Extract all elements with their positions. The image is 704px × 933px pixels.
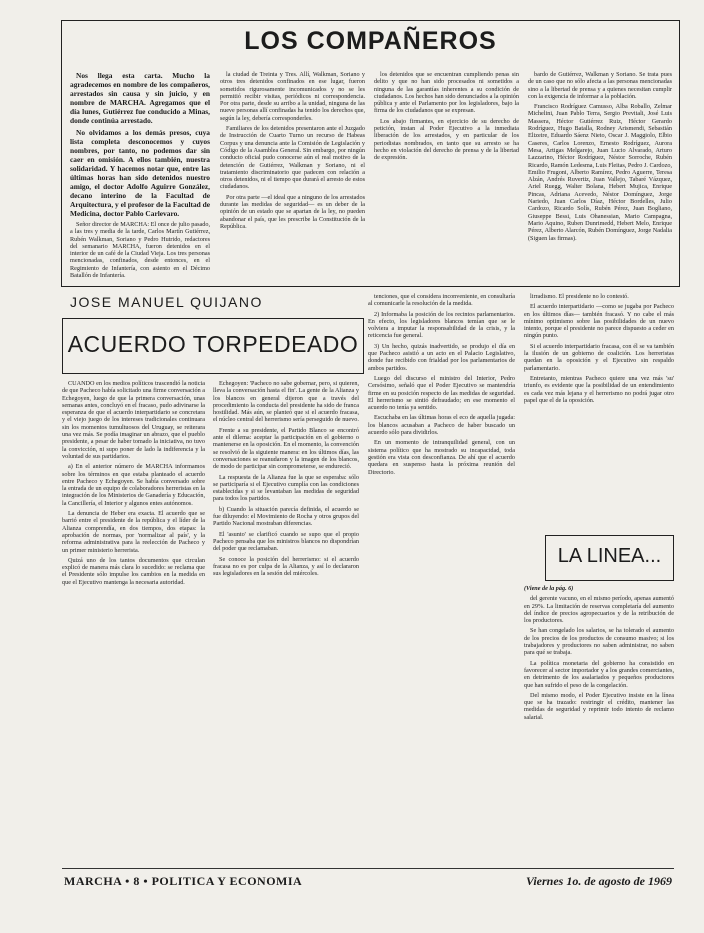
companeros-col-1 — [70, 71, 210, 281]
linea-title: LA LINEA... — [557, 545, 662, 567]
linea-text: Del mismo modo, el Poder Ejecutivo insiste en la línea que se ha trazado: restringir el crédito, mantener las medidas de seguridad y reprimir todo intento de reclamo salarial. — [524, 691, 674, 721]
acuerdo-text: En un momento de intranquilidad general, con un sistema político que ha mostrado su incapacidad, toda gestión era vista con desconfianza. De ahí que el acuerdo quedara en suspenso hasta la próxima reunión del Directorio. — [368, 439, 515, 476]
acuerdo-text: Frente a su presidente, el Partido Blanco se encontró ante el dilema: aceptar la participación en el gobierno o mantenerse en la oposición. En el momento, la convención se resolvió de la siguiente manera: en los últimos días, las conversaciones se reanudaron y la imagen de los blancos, de modo de participar sin comprometerse, se endureció. — [213, 426, 359, 471]
acuerdo-text: tenciones, que el considera inconveniente, en consultaría al comunicarle la resolución de la medida. — [368, 293, 515, 308]
acuerdo-text: CUANDO en los medios políticos trascendió la noticia de que Pacheco había solicitado una firme conversación a Echegoyen, luego de que la primera conversación, unas semanas antes, concluyó en el fracaso, pudo adivinarse la esperanza de que el acuerdo interpartidario se concretara y el viejo juego de los intereses tradicionales continuara sin los momentos tumultuosos del Uruguay, se reiterara una vez más. Se podía imaginar un abrazo, que el pueblo presidente, a pesar de haber tomado la iniciativa, no tuvo la convicción, ni supo poner de lado la indiferencia y la voluntad de sus partidarios. — [62, 380, 205, 460]
acuerdo-text: Echegoyen: 'Pacheco no sabe gobernar, pero, si quieren, lleva la conversación hasta el fin'. La gente de la Alianza y los blancos en general dijeron que a través del procedimiento la conducta del presidente ha sido de franca hostilidad. Más aún, se planteó que si el acuerdo fracasa, el núcleo central del herrerismo sería perseguido de nuevo. — [213, 380, 359, 424]
linea-text: del gerente vacuno, en el mismo período, apenas aumentó en 29%. La limitación de reservas completaría del aumento del índice de precios agropecuarios y de la retribución de los productores. — [524, 595, 674, 625]
acuerdo-col-3 — [368, 293, 515, 858]
acuerdo-text: b) Cuando la situación parecía definida, el acuerdo se fue diluyendo: el Movimiento de Rocha y otros grupos del Partido Nacional mostraban diferencias. — [213, 505, 359, 528]
companeros-col-3 — [374, 71, 519, 281]
acuerdo-col-1 — [62, 380, 205, 858]
companeros-text: Familiares de los detenidos presentaron ante el Juzgado de Instrucción de Cuarto Turno un recurso de Habeas Corpus y una denuncia ante la Comisión de Legislación y Código de la Asamblea General. Sin embargo, por ningún conducto oficial pudo conocerse aún el real motivo de la detención de Gutiérrez, Walkman y Soriano, ni el tratamiento discriminatorio que padecen con relación a otros detenidos, ni el tiempo que durará el arresto de estos ciudadanos. — [220, 125, 365, 191]
companeros-text: bardo de Gutiérrez, Walkman y Soriano. Se trata pues de un caso que no sólo afecta a las personas mencionadas sino a la libertad de prensa y a quienes necesitan cumplir con la exigencia de informar a la población. — [528, 71, 672, 100]
footer-left: MARCHA • 8 • POLITICA Y ECONOMIA — [64, 874, 303, 888]
companeros-text: Nos llega esta carta. Mucho la agradecemos en nombre de los compañeros, arrestados sin causa y sin juicio, y en nombre de MARCHA. Agregamos que el día lunes, Gutiérrez fue conducido a Minas, donde continúa arrestado. — [70, 71, 210, 125]
linea-box — [545, 535, 674, 581]
companeros-text: Francisco Rodríguez Camusso, Alba Roballo, Zelmar Michelini, Juan Pablo Terra, Sergio Previtali, José Luis Massera, Héctor Gutiérrez Ruiz, Héctor Gerardo Rodríguez, Hugo Batalla, Rodney Arismendi, Sebastián Elizeire, Eduardo Sáenz Nieto, Oscar J. Maggiolo, Elbio Caseres, Carlos Lorenzo, Ernesto Rodríguez, Aurora Mesa, Artigas Melgarejo, Juan Lucio Alvarado, Arturo Lazzarino, Héctor Rodríguez, Néstor Sorroche, Rubén Ricardo, Ramón Ledesma, Luis Fleitas, Pedro J. Cardozo, Emilio Frugoni, Alberto Ramírez, Pedro Aguerre, Teresa Alzán, Andrés Ruvertiz, Juan Vallejo, Tabaré Vázquez, Ariel Ruegg, Walter Bolana, Hebert Mujica, Enrique Pincas, Adriana Acevedo, Néstor Domínguez, Jorge Nariedo, Juan Carlos Díaz, Héctor Bordelles, Julio Cardozo, Ricardo Solís, Rubén Pérez, Juan Bogliano, Giuseppe Bessi, Luis Ohanessian, Mario Campagna, Mario Aquino, Ruben Dunrimedd, Hebert Melo, Enrique Pérez, Alberto Alarcón, Rubén Domínguez, Jorge Nadalia (Siguen las firmas). — [528, 103, 672, 242]
footer-rule — [62, 868, 674, 869]
companeros-text: Señor director de MARCHA: El once de julio pasado, a las tres y media de la tarde, Carlos Martín Gutiérrez, Rubén Walkman, Soriano y Pedro Hutrido, redactores del semanario MARCHA, fueron detenidos en el interior de un café de la Ciudad Vieja. Los tres personas mencionadas, confinados, desde entonces, en el Regimiento de Infantería, con asiento en el Décimo Batallón de Infantería. — [70, 221, 210, 280]
acuerdo-text: Quizá uno de los tantos documentos que circulan explicó de manera más clara lo sucedido: se reclama que el Presidente sólo impulse los cambios en la medida en que el Ejecutivo mantenga la necesaria autoridad. — [62, 556, 205, 586]
acuerdo-col-4 — [524, 293, 674, 525]
acuerdo-box — [62, 318, 364, 374]
acuerdo-text: La respuesta de la Alianza fue la que se esperaba: sólo se participaría si el Ejecutivo cumplía con las condiciones establecidas y si se levantaban las medidas de seguridad para todos los partidos. — [213, 473, 359, 503]
linea-note: (Viene de la pág. 6) — [524, 585, 574, 592]
acuerdo-text: Escuchaba en las últimas horas el eco de aquella jugada: los blancos acusaban a Pacheco de haber buscado un acuerdo sólo para dividirlos. — [368, 414, 515, 437]
companeros-col-4 — [528, 71, 672, 281]
acuerdo-text: Se conoce la posición del herrerismo: si el acuerdo fracasa no es por culpa de la Alianza, y así lo declararon sus legisladores en la sesión del miércoles. — [213, 555, 359, 578]
acuerdo-text: El acuerdo interpartidario —como se jugaba por Pacheco en los últimos días— también fracasó. Y no cabe el más mínimo optimismo sobre las posibilidades de un nuevo intento, porque el presidente no parece dispuesto a ceder en ningún punto. — [524, 303, 674, 340]
footer-right: Viernes 1o. de agosto de 1969 — [526, 874, 672, 888]
companeros-text: Los abajo firmantes, en ejercicio de su derecho de petición, instan al Poder Ejecutivo a la inmediata liberación de los arrestados, y en particular de los periodistas nombrados, en tanto que su arresto se ha hecho en violación del derecho de prensa y de la libertad de expresión. — [374, 117, 519, 162]
acuerdo-text: Si el acuerdo interpartidario fracasa, con él se va también la ilusión de un gobierno de coalición. Los herreristas quedan en la oposición y el Ejecutivo sin respaldo parlamentario. — [524, 342, 674, 372]
linea-text: Se han congelado los salarios, se ha tolerado el aumento de los precios de los productos de consumo masivo; si los trabajadores y productores no saben administrar, no saben para qué se trabaja. — [524, 627, 674, 657]
companeros-text: No olvidamos a los demás presos, cuya lista completa desconocemos y cuyos nombres, por tanto, no podemos dar sin caer en omisión. A ellos también, nuestra solidaridad. Y hacemos notar que, entre las últimas horas han sido detenidos nuestro amigo, el doctor Adolfo Aguirre González, decano interino de la Facultad de Arquitectura, y el profesor de la Facultad de Medicina, doctor Pablo Carlevaro. — [70, 128, 210, 218]
acuerdo-text: 3) Un hecho, quizás inadvertido, se produjo el día en que Pacheco asistió a un acto en el Palacio Legislativo, donde fue recibido con frialdad por los parlamentarios de ambos partidos. — [368, 342, 515, 372]
acuerdo-text: La denuncia de Heber era exacta. El acuerdo que se barrió entre el presidente de la república y el líder de la Alianza comprendía, en dos tiempos, dos etapas: la aprobación de normas, por 'normalizar al país', y la reforma administrativa para la reelección de Pacheco y un primer ministerio herrerista. — [62, 510, 205, 554]
acuerdo-title: ACUERDO TORPEDEADO — [67, 331, 359, 357]
companeros-box — [61, 20, 680, 287]
companeros-text: Por otra parte —el ideal que a ninguno de los arrestados durante las medidas de seguridad— es un deber de la opinión de un estado que se apartan de la ley, no pueden abandonar el país, que les prescribe la Constitución de la República. — [220, 193, 365, 230]
author-byline: JOSE MANUEL QUIJANO — [70, 294, 263, 310]
companeros-col-2 — [220, 71, 365, 281]
acuerdo-col-2 — [213, 380, 359, 858]
linea-col — [524, 585, 674, 858]
companeros-title: LOS COMPAÑEROS — [244, 27, 497, 55]
acuerdo-text: lirradismo. El presidente no lo contestó. — [530, 293, 629, 300]
acuerdo-text: 2) Informaba la posición de los recintos parlamentarios. En efecto, los legisladores blancos temían que se le volviera a imputar la responsabilidad de la crisis, y la reticencia fue general. — [368, 310, 515, 340]
companeros-text: los detenidos que se encuentran cumpliendo penas sin delito y que no han sido procesados ni sometidos a ninguna de las garantías inherentes a su condición de ciudadanos. Los hechos han sido denunciados a la opinión pública y ante el Parlamento por los legisladores, bajo la firma de los ciudadanos que se expresan. — [374, 71, 519, 115]
acuerdo-text: El 'asunto' se clarificó cuando se supo que el propio Pacheco pensaba que los ministros blancos no dispondrían del poder que reclamaban. — [213, 530, 359, 553]
linea-text: La política monetaria del gobierno ha consistido en favorecer al sector importador y a los grandes comerciantes, en detrimento de los asalariados y pequeños productores que han sufrido el peso de la congelación. — [524, 659, 674, 689]
companeros-text: la ciudad de Treinta y Tres. Allí, Walkman, Soriano y otros tres detenidos confinados en ese lugar, fueron sometidos rigurosamente incomunicados y no se les permitió recibir visitas, periódicos ni correspondencia. Por otra parte, desde su arribo a la unidad, ninguna de las nueve personas allí confinadas ha tenido los derechos que, según la ley, debería corresponderles. — [220, 71, 365, 122]
acuerdo-text: a) En el anterior número de MARCHA informamos sobre los términos en que estaba planteado el acuerdo entre Pacheco y Echegoyen. Se había conversado sobre la entrada de un equipo de colaboradores herreristas en la integración de los Ministerios de Ganadería y Educación, la Cancillería, el Interior y algunos entes autónomos. — [62, 463, 205, 507]
acuerdo-text: Entretanto, mientras Pacheco quiere una vez más 'su' triunfo, es evidente que la posibilidad de un entendimiento es cada vez más lejana y el herrerismo no podrá jugar otro papel que el de la oposición. — [524, 374, 674, 404]
acuerdo-text: Luego del discurso el ministro del Interior, Pedro Cersósimo, señaló que el Poder Ejecutivo se mantendría firme en su posición respecto de las medidas de seguridad. El herrerismo se sintió defraudado; en ese momento el acuerdo no tenía ya sentido. — [368, 374, 515, 412]
